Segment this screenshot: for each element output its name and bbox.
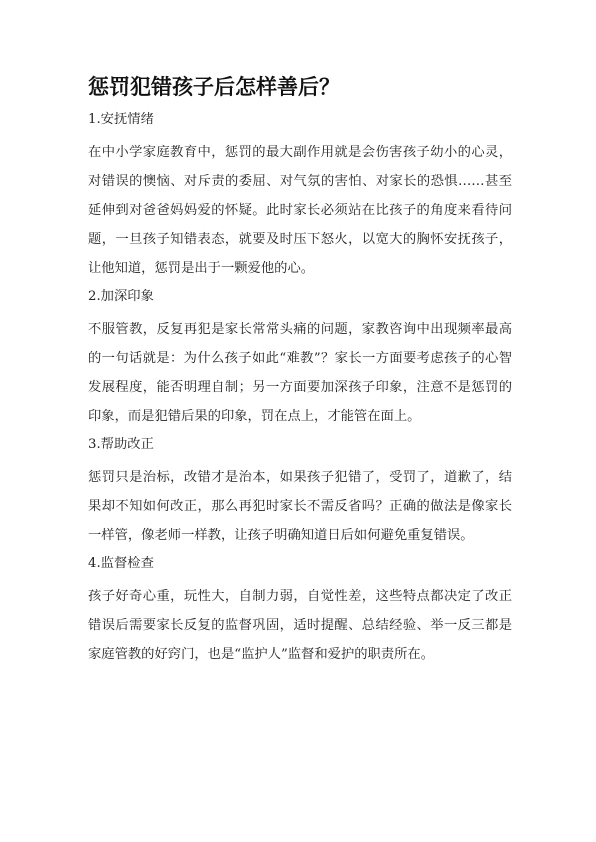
- document-title: 惩罚犯错孩子后怎样善后？: [88, 75, 340, 99]
- section-heading: 2.加深印象: [88, 289, 154, 304]
- section-heading: 3.帮助改正: [88, 437, 154, 452]
- document-body: [88, 106, 512, 669]
- section-heading: 1.安抚情绪: [88, 112, 154, 127]
- section-heading: 4.监督检查: [88, 556, 154, 571]
- section-paragraph: 孩子好奇心重，玩性大，自制力弱，自觉性差，这些特点都决定了改正错误后需要家长反复的监督巩固，适时提醒、总结经验、举一反三都是家庭管教的好窍门，也是“监护人”监督和爱护的职责所在。: [88, 589, 512, 662]
- section-help-correct: [88, 431, 512, 550]
- section-deepen-impression: [88, 283, 512, 431]
- section-soothe-emotions: [88, 106, 512, 283]
- section-paragraph: 惩罚只是治标，改错才是治本，如果孩子犯错了，受罚了，道歉了，结果却不知如何改正，那么再犯时家长不需反省吗？正确的做法是像家长一样管，像老师一样教，让孩子明确知道日后如何避免重复错误。: [88, 470, 512, 543]
- section-paragraph: 不服管教，反复再犯是家长常常头痛的问题，家教咨询中出现频率最高的一句话就是：为什么孩子如此“难教”？家长一方面要考虑孩子的心智发展程度，能否明理自制；另一方面要加深孩子印象，注意不是惩罚的印象，而是犯错后果的印象，罚在点上，才能管在面上。: [88, 322, 512, 424]
- section-supervise-check: [88, 550, 512, 669]
- section-paragraph: 在中小学家庭教育中，惩罚的最大副作用就是会伤害孩子幼小的心灵，对错误的懊恼、对斥责的委屈、对气氛的害怕、对家长的恐惧……甚至延伸到对爸爸妈妈爱的怀疑。此时家长必须站在比孩子的角度来看待问题，一旦孩子知错表态，就要及时压下怒火，以宽大的胸怀安抚孩子，让他知道，惩罚是出于一颗爱他的心。: [88, 145, 512, 276]
